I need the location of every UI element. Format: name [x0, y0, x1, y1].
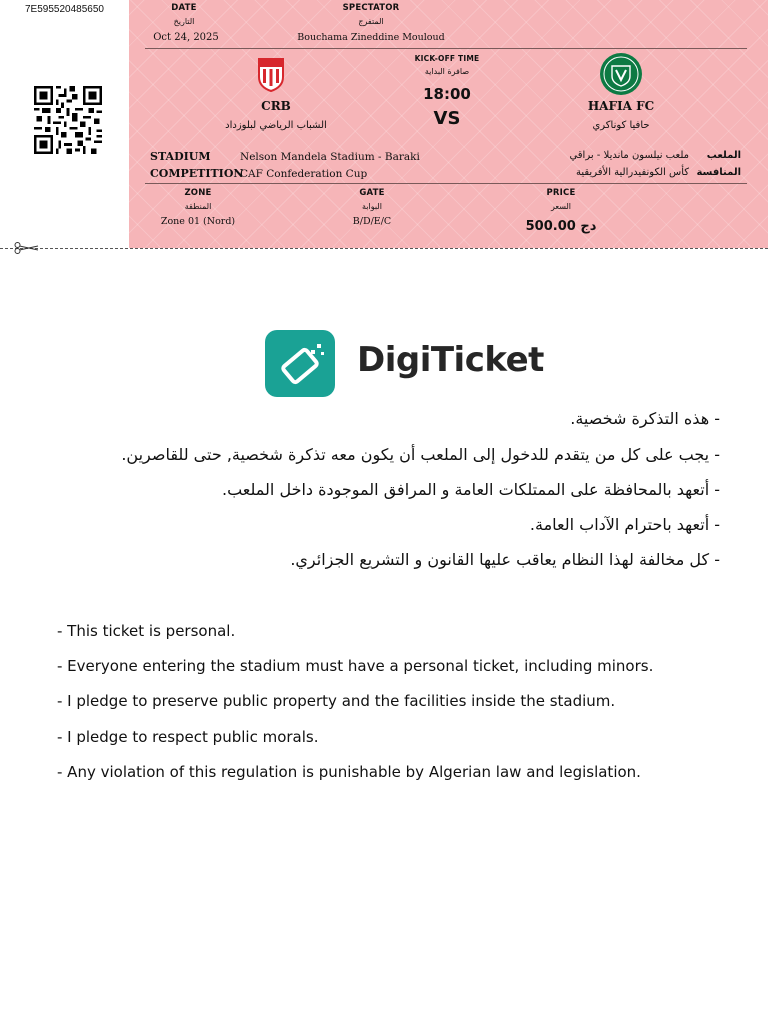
match-date: Oct 24, 2025: [153, 32, 219, 43]
digiticket-logo-icon: [265, 330, 335, 397]
rule-ar-2: - يجب على كل من يتقدم للدخول إلى الملعب أن يكون معه تذكرة شخصية, حتى للقاصرين.: [121, 445, 720, 464]
rule-ar-3: - أتعهد بالمحافظة على الممتلكات العامة و المرافق الموجودة داخل الملعب.: [221, 480, 720, 499]
date-label: DATE: [171, 3, 197, 13]
rule-ar-5: - كل مخالفة لهذا النظام يعاقب عليها القانون و التشريع الجزائري.: [290, 550, 720, 569]
rule-en-4: - I pledge to respect public morals.: [57, 728, 319, 746]
home-team-name-ar: الشباب الرياضي لبلوزداد: [225, 120, 327, 131]
away-team-name-ar: حافيا كوناكري: [592, 120, 650, 131]
rule-en-2: - Everyone entering the stadium must have a personal ticket, including minors.: [57, 657, 654, 675]
rule-ar-4: - أتعهد باحترام الآداب العامة.: [529, 515, 720, 534]
brand-name: DigiTicket: [357, 340, 544, 380]
rule-en-1: - This ticket is personal.: [57, 622, 236, 640]
away-team-name: HAFIA FC: [587, 99, 655, 113]
zone-label-ar: المنطقة: [184, 202, 212, 211]
kickoff-time: 18:00: [423, 85, 471, 103]
crb-badge-icon: [255, 55, 287, 93]
cut-line: [0, 248, 768, 249]
rule-ar-1: - هذه التذكرة شخصية.: [570, 409, 720, 428]
scissors-icon: [14, 242, 40, 254]
kickoff-label-ar: صافرة البداية: [424, 67, 470, 76]
competition-label-ar: المنافسة: [696, 167, 741, 178]
competition-name-ar: كأس الكونفيدرالية الأفريقية: [575, 167, 689, 178]
stadium-name-ar: ملعب نيلسون مانديلا - براقي: [569, 150, 689, 161]
rule-en-3: - I pledge to preserve public property and the facilities inside the stadium.: [57, 692, 616, 710]
price-value: 500.00 دج: [525, 219, 597, 234]
vs-label: VS: [433, 108, 461, 129]
home-team-name: CRB: [261, 99, 291, 113]
divider-bottom: [145, 183, 747, 184]
divider-top: [145, 48, 747, 49]
zone-value: Zone 01 (Nord): [160, 216, 236, 227]
ticket-body: [129, 0, 768, 248]
spectator-label-ar: المتفرج: [358, 17, 384, 26]
gate-label: GATE: [359, 188, 385, 198]
gate-value: B/D/E/C: [352, 216, 392, 227]
spectator-name: Bouchama Zineddine Mouloud: [297, 32, 445, 43]
rule-en-5: - Any violation of this regulation is punishable by Algerian law and legislation.: [57, 763, 641, 781]
stadium-label: STADIUM: [150, 150, 211, 163]
price-label-ar: السعر: [550, 202, 572, 211]
competition-label: COMPETITION: [150, 167, 244, 180]
stadium-label-ar: الملعب: [706, 150, 741, 161]
kickoff-label: KICK-OFF TIME: [414, 54, 480, 63]
date-label-ar: التاريخ: [173, 17, 195, 26]
gate-label-ar: البوابة: [362, 202, 382, 211]
zone-label: ZONE: [184, 188, 212, 198]
stadium-name: Nelson Mandela Stadium - Baraki: [240, 151, 420, 163]
hafia-badge-icon: [597, 52, 645, 96]
spectator-label: SPECTATOR: [342, 3, 400, 13]
competition-name: CAF Confederation Cup: [240, 168, 368, 180]
ticket-id: 7E595520485650: [25, 4, 104, 15]
qr-code-icon: [32, 86, 104, 154]
price-label: PRICE: [546, 188, 576, 198]
